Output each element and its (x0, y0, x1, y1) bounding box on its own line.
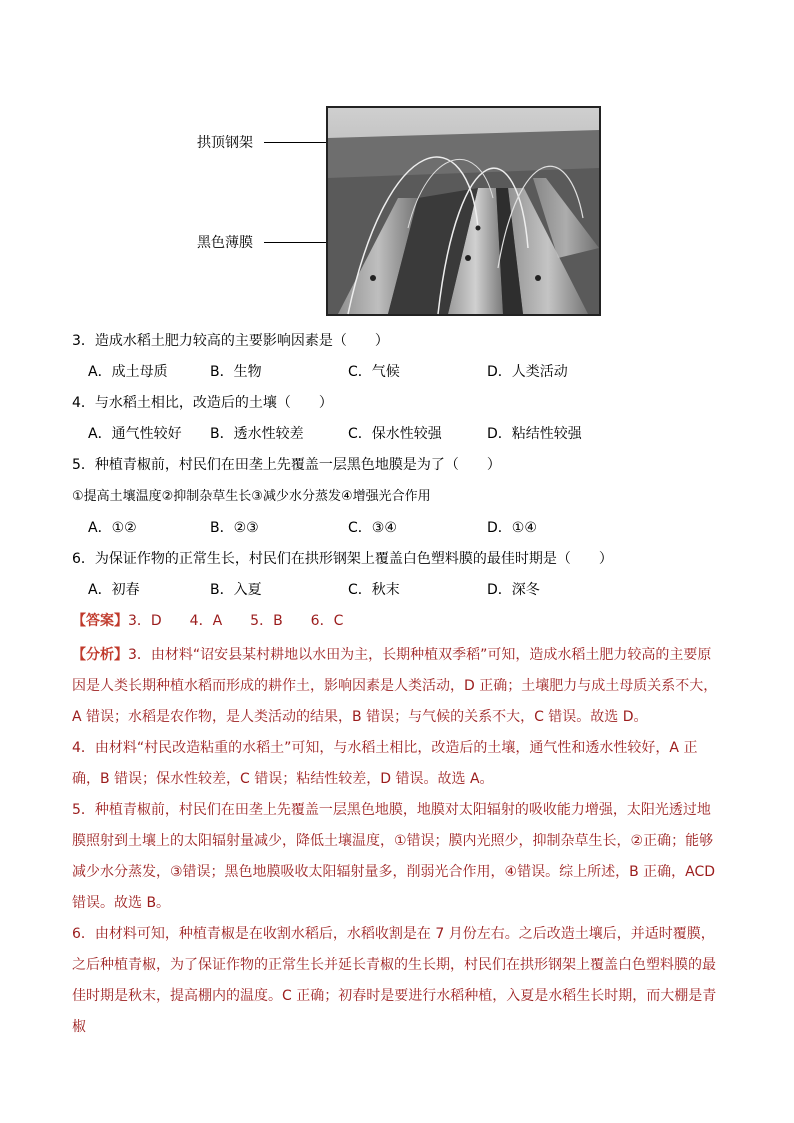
q6-option-a: A．初春 (88, 582, 140, 598)
greenhouse-photo-drawing (328, 108, 599, 314)
q3-option-b: B．生物 (210, 364, 262, 380)
q5-option-a: A．①② (88, 520, 137, 536)
analysis-paragraph-6: 6．由材料可知，种植青椒是在收割水稻后，水稻收割是在 7 月份左右。之后改造土壤后，并适时覆膜，之后种植青椒，为了保证作物的正常生长并延长青椒的生长期，村民们在拱形钢架上覆盖白色塑料膜的最佳时期是秋末，提高棚内的温度。C 正确；初春时是要进行水稻种植，入夏是水稻生长时期，而大棚是青椒 (72, 926, 717, 1035)
label-arch-steel-frame: 拱顶钢架 (197, 135, 253, 151)
q5-option-c: C．③④ (348, 520, 397, 536)
q4-option-a: A．通气性较好 (88, 426, 182, 442)
q5-option-b: B．②③ (210, 520, 259, 536)
q3-option-a: A．成土母质 (88, 364, 168, 380)
q3-option-d: D．人类活动 (487, 364, 568, 380)
q4-option-b: B．透水性较差 (210, 426, 304, 442)
q3-option-c: C．气候 (348, 364, 400, 380)
analysis-paragraph-5: 5．种植青椒前，村民们在田垄上先覆盖一层黑色地膜，地膜对太阳辐射的吸收能力增强，太阳光透过地膜照射到土壤上的太阳辐射量减少，降低土壤温度，①错误；膜内光照少，抑制杂草生长，②正确；能够减少水分蒸发，③错误；黑色地膜吸收太阳辐射量多，削弱光合作用，④错误。综上所述，B 正确，ACD 错误。故选 B。 (72, 802, 716, 911)
q6-option-c: C．秋末 (348, 582, 400, 598)
analysis-paragraph-3 (72, 640, 722, 733)
answer-line (72, 611, 343, 631)
answer-text: 3．D 4．A 5．B 6．C (128, 613, 344, 629)
question-5-statements: ①提高土壤温度②抑制杂草生长③减少水分蒸发④增强光合作用 (72, 489, 431, 504)
q4-option-d: D．粘结性较强 (487, 426, 582, 442)
question-5-stem: 5．种植青椒前，村民们在田垄上先覆盖一层黑色地膜是为了（ ） (72, 457, 501, 473)
q5-option-d: D．①④ (487, 520, 537, 536)
q6-option-b: B．入夏 (210, 582, 262, 598)
question-4-stem: 4．与水稻土相比，改造后的土壤（ ） (72, 395, 333, 411)
q6-option-d: D．深冬 (487, 582, 540, 598)
question-3-stem: 3．造成水稻土肥力较高的主要影响因素是（ ） (72, 333, 389, 349)
analysis-paragraph-4: 4．由材料“村民改造粘重的水稻土”可知，与水稻土相比，改造后的土壤，通气性和透水性较好，A 正确，B 错误；保水性较差，C 错误；粘结性较差，D 错误。故选 A。 (72, 740, 698, 787)
analysis-3-text: 3．由材料“诏安县某村耕地以水田为主，长期种植双季稻”可知，造成水稻土肥力较高的主要原因是人类长期种植水稻而形成的耕作土，影响因素是人类活动，D 正确；土壤肥力与成土母质关系不大，A 错误；水稻是农作物，是人类活动的结果，B 错误；与气候的关系不大，C 错误。故选 D。 (72, 647, 718, 725)
greenhouse-photo (326, 106, 601, 316)
q4-option-c: C．保水性较强 (348, 426, 442, 442)
analysis-label: 【分析】 (72, 647, 128, 663)
label-black-film: 黑色薄膜 (197, 235, 253, 251)
answer-label: 【答案】 (72, 613, 128, 629)
question-6-stem: 6．为保证作物的正常生长，村民们在拱形钢架上覆盖白色塑料膜的最佳时期是（ ） (72, 551, 613, 567)
